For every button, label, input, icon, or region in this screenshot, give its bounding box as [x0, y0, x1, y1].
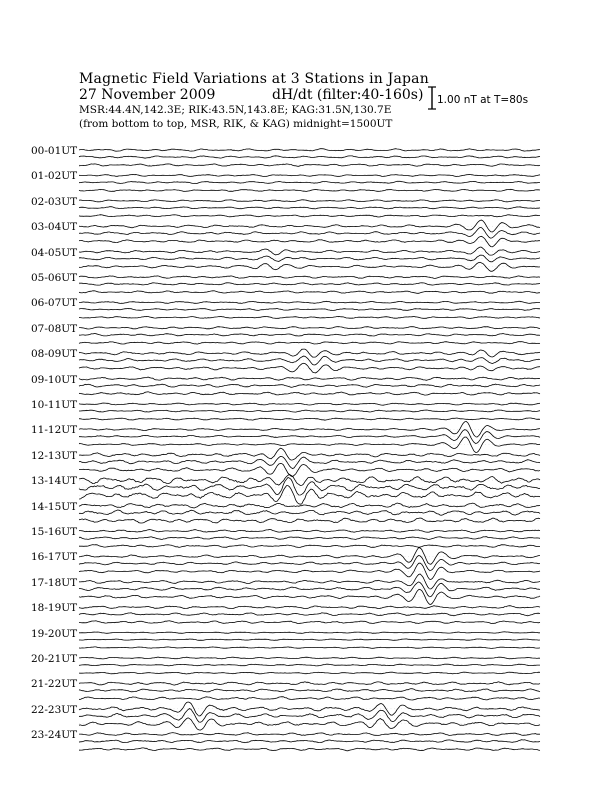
station-coordinates: MSR:44.4N,142.3E; RIK:43.5N,143.8E; KAG:31.5N,130.7E: [79, 104, 392, 116]
trace-rik: [79, 207, 540, 209]
hour-label: 20-21UT: [31, 653, 78, 665]
hour-label: 11-12UT: [31, 424, 78, 437]
trace-kag: [79, 301, 540, 303]
trace-rik: [79, 740, 540, 743]
trace-kag: [79, 733, 540, 736]
trace-kag: [79, 220, 540, 232]
hour-label: 18-19UT: [31, 602, 78, 615]
trace-rik: [79, 334, 540, 337]
hour-label: 04-05UT: [31, 246, 78, 259]
hour-label: 07-08UT: [31, 322, 78, 335]
trace-kag: [79, 247, 540, 255]
trace-kag: [79, 530, 540, 533]
scale-label: 1.00 nT at T=80s: [437, 94, 529, 106]
trace-rik: [79, 582, 540, 597]
trace-rik: [79, 255, 540, 262]
trace-msr: [79, 189, 540, 191]
hour-label: 19-20UT: [31, 627, 78, 640]
trace-msr: [79, 590, 540, 605]
trace-order-note: (from bottom to top, MSR, RIK, & KAG) midnight=1500UT: [79, 118, 393, 130]
trace-msr: [79, 518, 540, 523]
hour-label: 17-18UT: [31, 576, 78, 589]
hour-label: 03-04UT: [31, 221, 78, 234]
trace-kag: [79, 403, 540, 405]
trace-msr: [79, 672, 540, 674]
hour-label: 12-13UT: [31, 449, 78, 462]
trace-msr: [79, 236, 540, 247]
trace-rik: [79, 156, 540, 158]
trace-kag: [79, 474, 540, 485]
chart-subtitle: dH/dt (filter:40-160s): [272, 87, 424, 103]
hour-label: 08-09UT: [31, 348, 78, 361]
trace-msr: [79, 718, 540, 730]
trace-msr: [79, 647, 540, 649]
trace-kag: [79, 448, 540, 460]
trace-rik: [79, 227, 540, 238]
trace-kag: [79, 149, 540, 152]
trace-msr: [79, 392, 540, 395]
trace-rik: [79, 456, 540, 468]
trace-rik: [79, 555, 540, 570]
trace-kag: [79, 503, 540, 508]
trace-kag: [79, 349, 540, 357]
trace-msr: [79, 621, 540, 624]
trace-msr: [79, 563, 540, 579]
hour-label: 00-01UT: [31, 145, 78, 157]
trace-msr: [79, 164, 540, 166]
trace-rik: [79, 709, 540, 723]
trace-kag: [79, 200, 540, 202]
trace-rik: [79, 537, 540, 540]
trace-msr: [79, 215, 540, 217]
trace-kag: [79, 682, 540, 685]
trace-rik: [79, 664, 540, 666]
hour-label: 22-23UT: [31, 703, 78, 716]
trace-kag: [79, 606, 540, 609]
trace-rik: [79, 689, 540, 692]
trace-msr: [79, 437, 540, 452]
trace-rik: [79, 410, 540, 412]
trace-kag: [79, 574, 540, 589]
hour-label: 06-07UT: [31, 297, 78, 310]
trace-rik: [79, 181, 540, 183]
hour-label: 05-06UT: [31, 272, 78, 284]
trace-msr: [79, 316, 540, 318]
trace-msr: [79, 342, 540, 345]
trace-rik: [79, 510, 540, 515]
hour-label: 13-14UT: [31, 475, 78, 488]
trace-msr: [79, 748, 540, 751]
hour-label: 23-24UT: [31, 729, 78, 742]
hour-label: 01-02UT: [31, 170, 78, 183]
trace-rik: [79, 613, 540, 616]
trace-kag: [79, 377, 540, 380]
trace-msr: [79, 697, 540, 700]
trace-kag: [79, 175, 540, 177]
trace-msr: [79, 363, 540, 373]
trace-msr: [79, 545, 540, 548]
trace-rik: [79, 283, 540, 285]
trace-rik: [79, 384, 540, 387]
trace-kag: [79, 421, 540, 437]
trace-rik: [79, 478, 540, 496]
hour-label: 02-03UT: [31, 195, 78, 208]
hour-label: 14-15UT: [31, 500, 78, 513]
hour-label: 21-22UT: [31, 678, 78, 691]
trace-rik: [79, 430, 540, 444]
trace-msr: [79, 486, 540, 505]
trace-rik: [79, 309, 540, 311]
trace-kag: [79, 327, 540, 329]
trace-msr: [79, 464, 540, 477]
hour-label: 10-11UT: [31, 399, 78, 411]
trace-kag: [79, 276, 540, 279]
chart-date: 27 November 2009: [79, 87, 216, 103]
chart-title: Magnetic Field Variations at 3 Stations in Japan: [79, 71, 429, 87]
hour-label: 15-16UT: [31, 526, 78, 538]
trace-kag: [79, 632, 540, 634]
hour-label: 09-10UT: [31, 373, 78, 386]
trace-rik: [79, 639, 540, 640]
trace-msr: [79, 262, 540, 271]
trace-kag: [79, 657, 540, 659]
trace-msr: [79, 291, 540, 294]
trace-msr: [79, 418, 540, 420]
hour-label: 16-17UT: [31, 551, 78, 564]
trace-rik: [79, 356, 540, 365]
